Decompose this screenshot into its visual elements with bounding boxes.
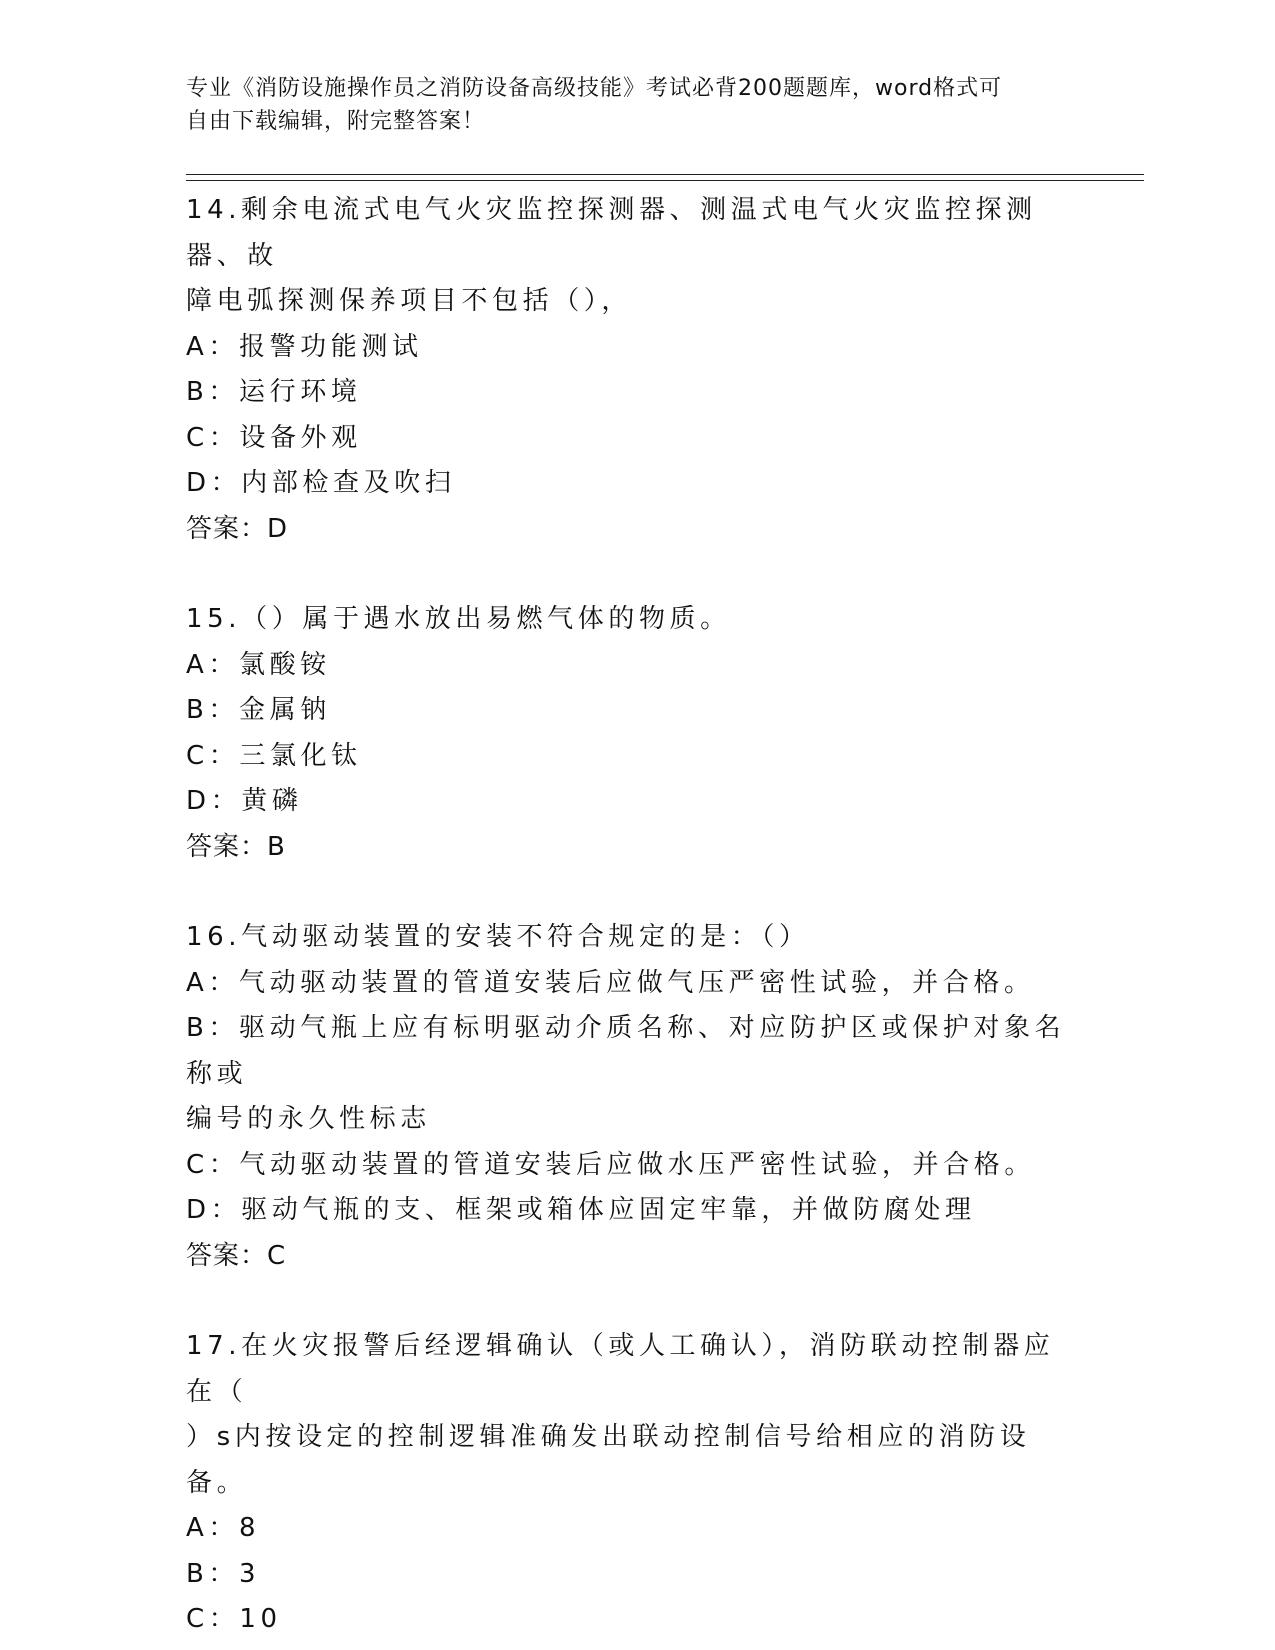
question-text: 16.气动驱动装置的安装不符合规定的是：（） <box>186 922 810 952</box>
question-text: 17.在火灾报警后经逻辑确认（或人工确认），消防联动控制器应在（ <box>186 1331 1055 1407</box>
question-text-cont: ）s内按设定的控制逻辑准确发出联动控制信号给相应的消防设备。 <box>186 1422 1031 1498</box>
option-d: D：内部检查及吹扫 <box>186 468 456 498</box>
option-a: A：报警功能测试 <box>186 331 423 362</box>
spacer <box>186 870 1066 915</box>
option-c: C：三氯化钛 <box>186 740 362 771</box>
answer: 答案：D <box>186 513 289 544</box>
spacer <box>186 552 1066 597</box>
question-14 <box>186 188 1066 552</box>
option-b: B：运行环境 <box>186 377 362 407</box>
document-header <box>186 72 1066 138</box>
header-divider-top <box>186 174 1144 175</box>
option-c: C：10 <box>186 1604 282 1634</box>
answer: 答案：C <box>186 1240 287 1271</box>
question-17 <box>186 1324 1066 1643</box>
option-b-cont: 编号的永久性标志 <box>186 1104 431 1134</box>
header-line-1: 专业《消防设施操作员之消防设备高级技能》考试必背200题题库，word格式可 <box>186 76 1003 101</box>
option-c: C：气动驱动装置的管道安装后应做水压严密性试验，并合格。 <box>186 1149 1035 1180</box>
option-a: A：8 <box>186 1513 261 1543</box>
header-line-2: 自由下载编辑，附完整答案！ <box>186 109 486 134</box>
option-b: B：驱动气瓶上应有标明驱动介质名称、对应防护区或保护对象名称或 <box>186 1013 1066 1089</box>
question-15 <box>186 597 1066 870</box>
header-divider-bottom <box>186 180 1144 181</box>
option-a: A：气动驱动装置的管道安装后应做气压严密性试验，并合格。 <box>186 967 1035 998</box>
option-d: D：驱动气瓶的支、框架或箱体应固定牢靠，并做防腐处理 <box>186 1195 976 1225</box>
option-c: C：设备外观 <box>186 422 362 453</box>
option-b: B：金属钠 <box>186 695 331 725</box>
question-16 <box>186 915 1066 1279</box>
answer: 答案：B <box>186 831 286 862</box>
question-text: 15.（）属于遇水放出易燃气体的物质。 <box>186 604 731 634</box>
option-a: A：氯酸铵 <box>186 649 331 680</box>
spacer <box>186 1279 1066 1324</box>
question-text-cont: 障电弧探测保养项目不包括（）， <box>186 286 633 316</box>
option-d: D：黄磷 <box>186 786 303 816</box>
option-b: B：3 <box>186 1558 261 1589</box>
question-list <box>186 188 1066 1643</box>
question-text: 14.剩余电流式电气火灾监控探测器、测温式电气火灾监控探测器、故 <box>186 195 1037 271</box>
